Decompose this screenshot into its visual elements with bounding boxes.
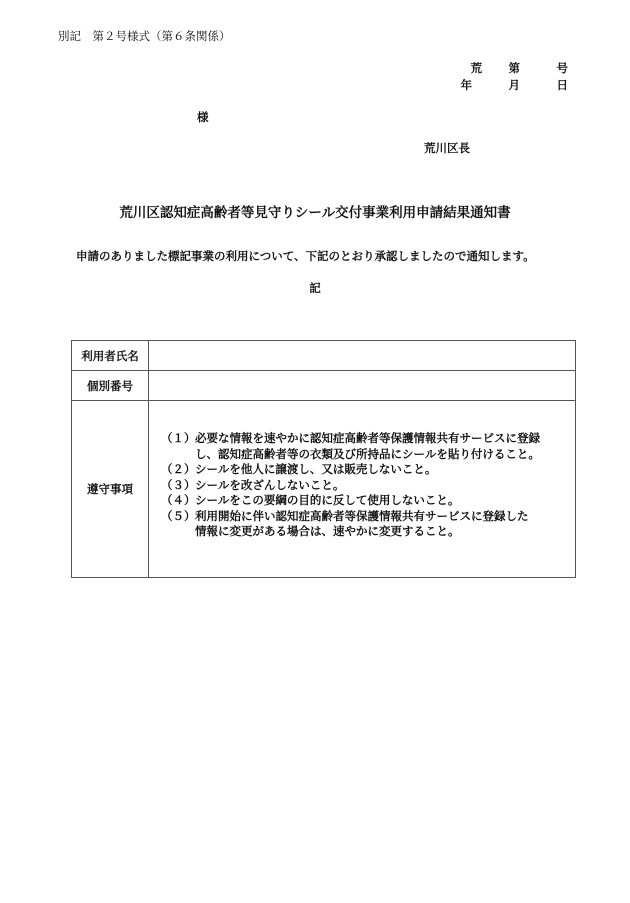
document-title: 荒川区認知症高齢者等見守りシール交付事業利用申請結果通知書 (119, 205, 511, 221)
user-name-label: 利用者氏名 (72, 341, 149, 371)
rule-number: （１） (161, 431, 196, 445)
table-row (72, 401, 576, 578)
date-month: 月 (508, 78, 520, 92)
rule-text: シールを他人に譲渡し、又は販売しないこと。 (195, 462, 437, 476)
id-number-label: 個別番号 (72, 371, 149, 401)
user-name-value (149, 341, 576, 371)
table-row (72, 371, 576, 401)
date-day: 日 (556, 78, 568, 92)
intro-text: 申請のありました標記事業の利用について、下記のとおり承認しましたので通知します。 (76, 249, 535, 263)
list-item (161, 478, 575, 494)
sender-name: 荒川区長 (424, 141, 470, 155)
rule-number: （３） (161, 477, 196, 492)
rule-text: 利用開始に伴い認知症高齢者等保護情報共有サービスに登録した 情報に変更がある場合は、速やかに変更すること。 (195, 508, 529, 538)
rule-text: 必要な情報を速やかに認知症高齢者等保護情報共有サービスに登録 し、認知症高齢者等の衣類及び所持品にシールを貼り付けること。 (195, 431, 541, 461)
ref-go: 号 (556, 61, 568, 75)
date-line (460, 77, 568, 93)
ref-prefix: 荒 (470, 61, 482, 75)
table-row (72, 341, 576, 371)
form-label: 別記 第２号様式（第６条関係） (58, 29, 231, 43)
rule-number: （５） (161, 508, 196, 523)
list-item (161, 493, 575, 509)
details-table (71, 340, 576, 578)
reference-number-line (470, 60, 568, 76)
rule-number: （２） (161, 462, 196, 476)
ref-dai: 第 (508, 61, 520, 75)
list-item (161, 509, 575, 540)
rule-text: シールを改ざんしないこと。 (195, 477, 345, 492)
date-year: 年 (460, 78, 472, 92)
list-item (161, 431, 575, 462)
rule-text: シールをこの要綱の目的に反して使用しないこと。 (195, 493, 460, 507)
rules-label: 遵守事項 (72, 401, 149, 578)
ki-marker: 記 (309, 281, 321, 295)
list-item (161, 462, 575, 478)
rules-cell (149, 401, 576, 578)
rule-number: （４） (161, 493, 196, 507)
rules-list (149, 401, 575, 540)
id-number-value (149, 371, 576, 401)
recipient-honorific: 様 (197, 110, 209, 124)
